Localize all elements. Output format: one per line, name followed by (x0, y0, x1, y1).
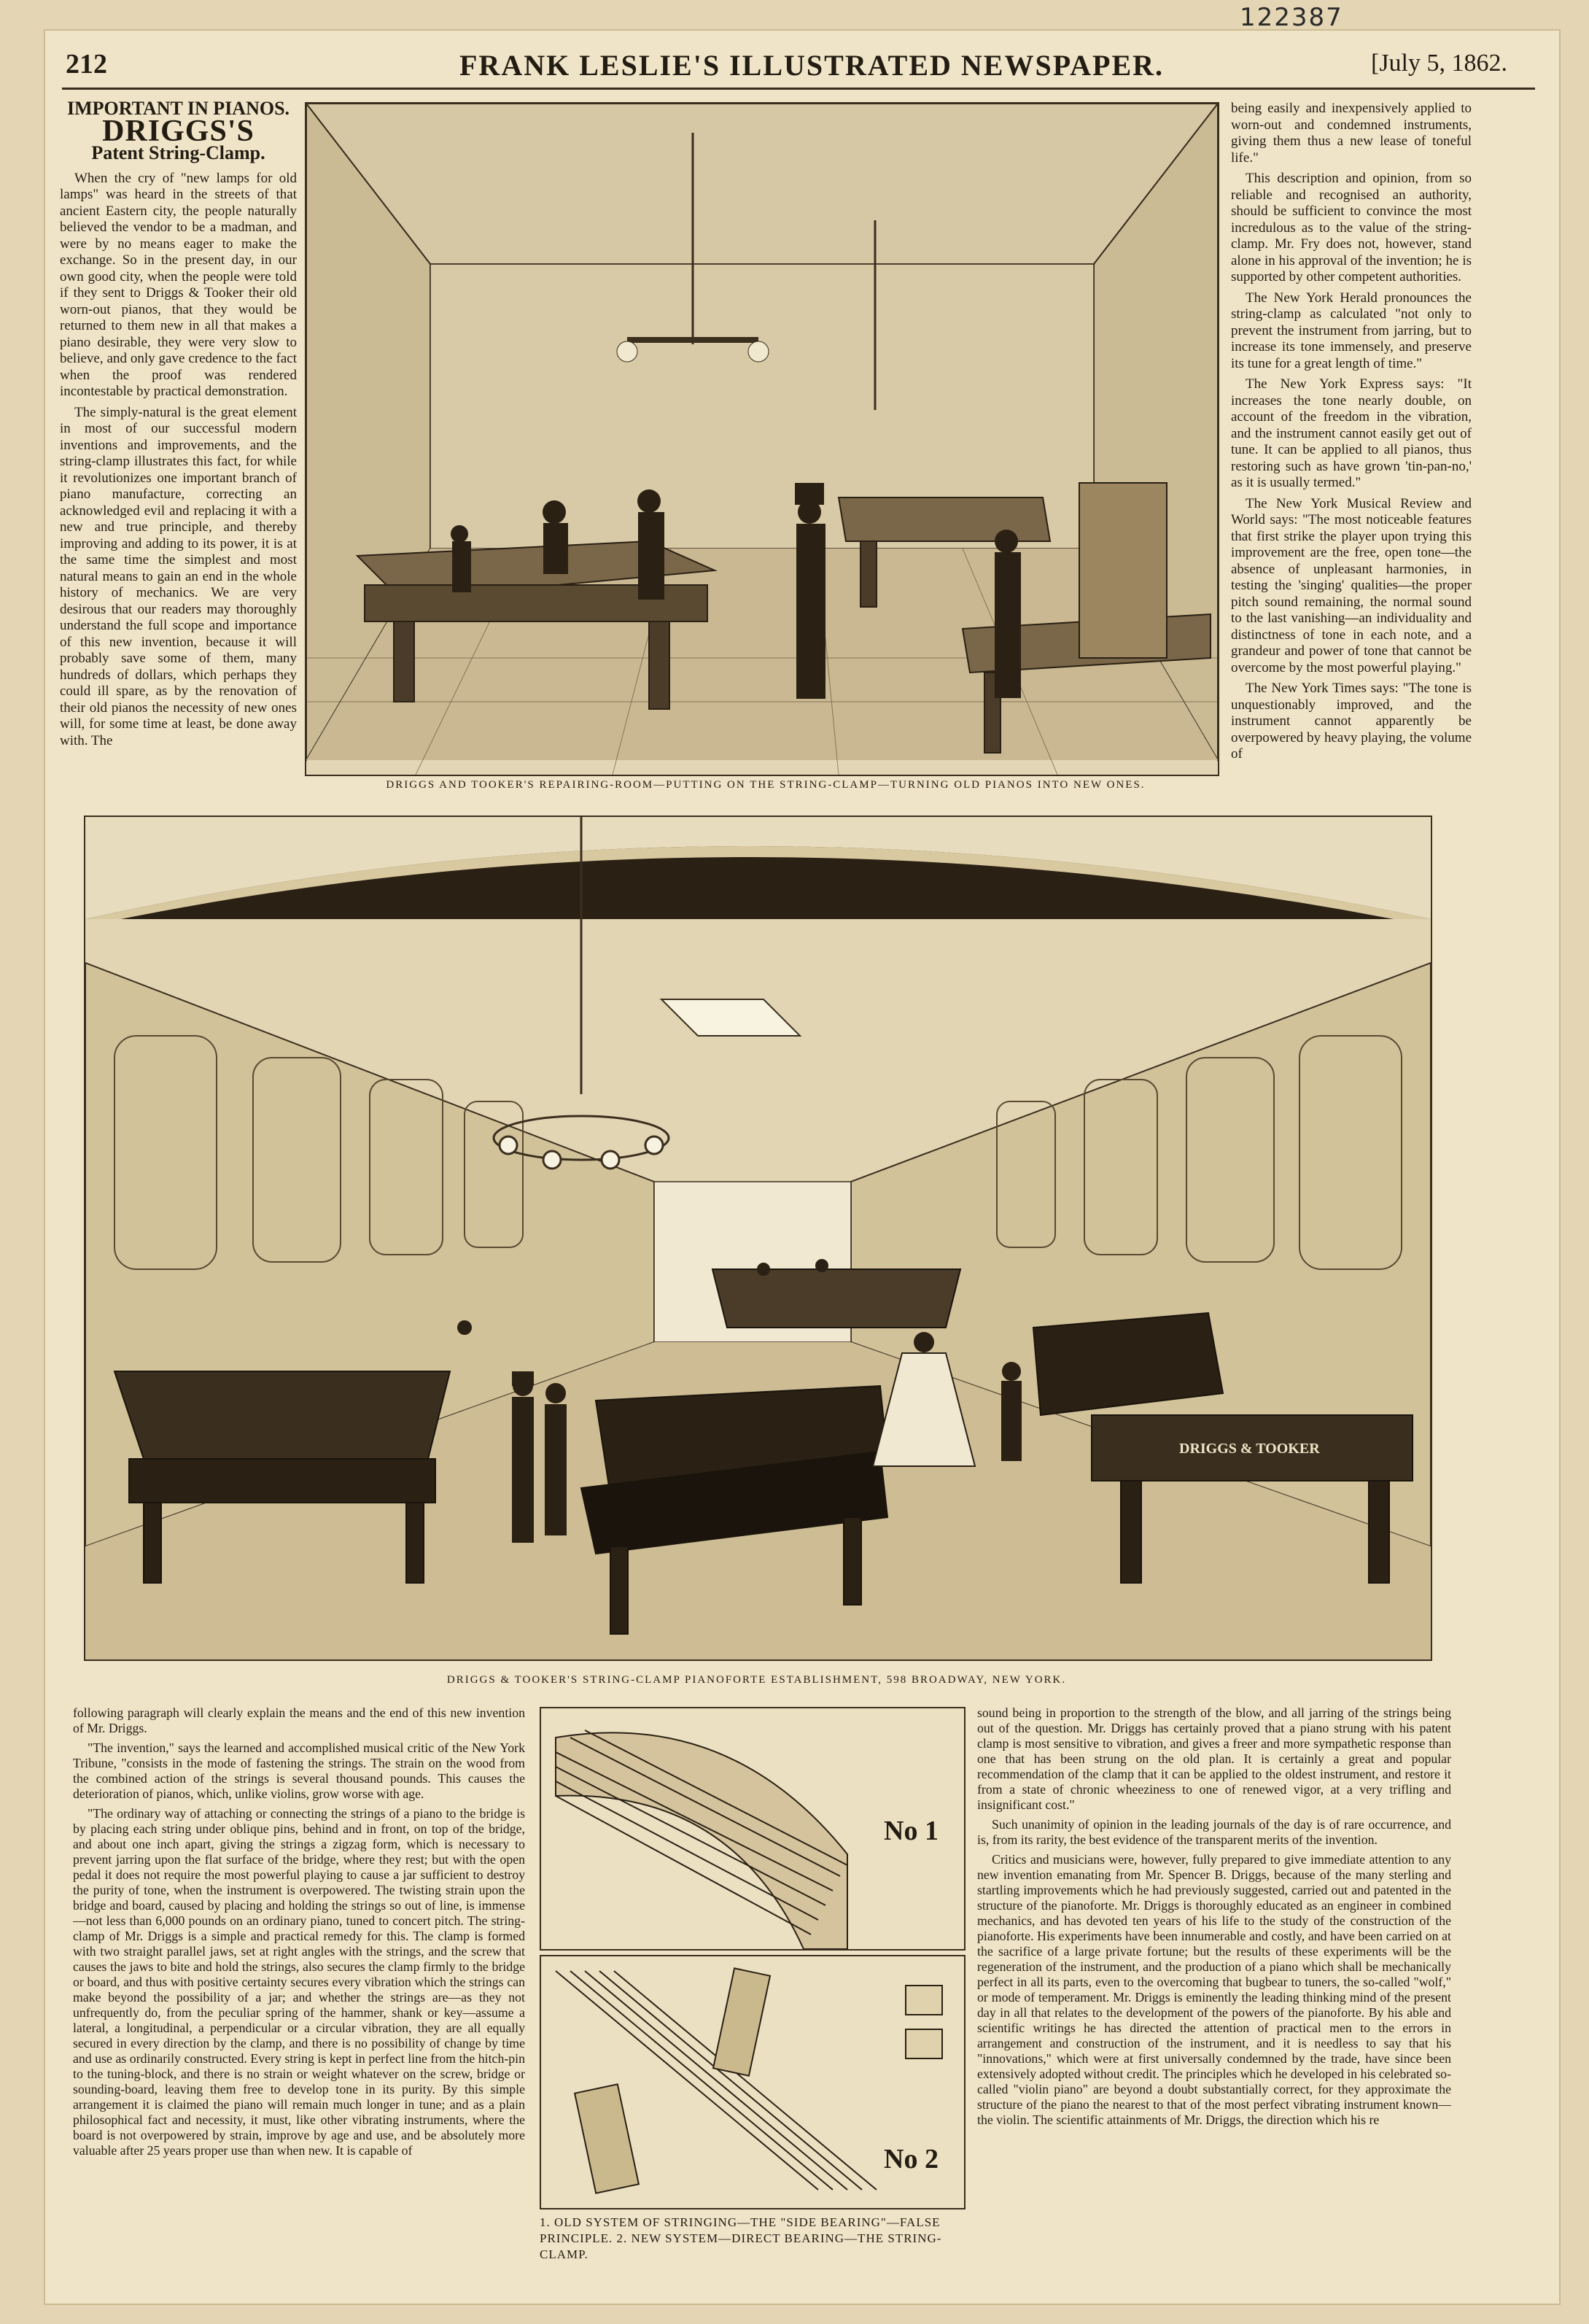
paragraph: This description and opinion, from so reliable and recognised an authority, should be sufficient to convince the most incredulous as to the value of the string-clamp. Mr. Fry does not, however, stand alone in his approval of the invention; he is supported by other competent authorities. (1231, 171, 1472, 284)
header-rule (62, 88, 1535, 90)
piano-lettering: DRIGGS & TOOKER (1179, 1441, 1320, 1457)
paragraph: Such unanimity of opinion in the leading journals of the day is of rare occurrence, and is, from its rarity, the best evidence of the transparent merits of the invention. (977, 1817, 1451, 1847)
paragraph: following paragraph will clearly explain the means and the end of this new invention of Mr. Driggs. (73, 1705, 525, 1735)
caption-diagrams: 1. OLD SYSTEM OF STRINGING—THE "SIDE BEARING"—FALSE PRINCIPLE. 2. NEW SYSTEM—DIRECT BEARING—THE STRING-CLAMP. (540, 2215, 942, 2261)
engraving-showroom (84, 816, 1432, 1661)
article-bottom-right-column (977, 1705, 1451, 2296)
repairing-room-illustration (306, 104, 1218, 775)
article-bottom-left-column (73, 1705, 525, 2296)
article-left-column (60, 101, 297, 794)
handwritten-accession-number: 122387 (1240, 3, 1343, 32)
paragraph: When the cry of "new lamps for old lamps" was heard in the streets of that ancient Eastern city, the people naturally believed the vendor to be a madman, and were by no means eager to make the exchange. So in the present day, in our own good city, when the people were told if they sent to Driggs & Tooker their old worn-out pianos, that they would be returned to them new in all that makes a piano desirable, they were very slow to believe, and only gave credence to the fact when the proof was rendered incontestable by practical demonstration. (60, 170, 297, 399)
paragraph: The New York Times says: "The tone is unquestionably improved, and the instrument cannot apparently be overpowered by heavy playing, the volume of (1231, 681, 1472, 762)
newspaper-title: FRANK LESLIE'S ILLUSTRATED NEWSPAPER. (459, 49, 1165, 82)
paragraph: The simply-natural is the great element in most of our successful modern inventions and improvements, and the string-clamp illustrates this fact, for while it revolutionizes one important branch of piano manufacture, correcting an acknowledged evil and replacing it with a new and true principle, and thereby improving and adding to its power, it is at the same time the simplest and most natural means to gain an end in the whole history of mechanics. We are very desirous that our readers may thoroughly understand the full scope and importance of this new invention, because it will probably save some of them, many hundreds of dollars, which perhaps they could ill spare, as by the renovation of their old pianos the necessity of new ones will, for some time at least, be done away with. The (60, 404, 297, 748)
paragraph: sound being in proportion to the strength of the blow, and all jarring of the strings being out of the question. Mr. Driggs has certainly proved that a piano strung with his patent clamp is most sensitive to vibration, and gives a freer and more sympathetic response than one that has been strung on the old plan. It is certainly a great and popular recommendation of the clamp that it can be applied to the oldest instrument, and restore it from a state of chronic wheeziness to one of renewed vigor, at a very trifling and insignificant cost." (977, 1705, 1451, 1812)
diagram-label-2: No 2 (884, 2144, 939, 2174)
diagram-old-system (540, 1707, 966, 1951)
headline-patent: Patent String-Clamp. (91, 142, 265, 163)
caption-showroom: DRIGGS & TOOKER'S STRING-CLAMP PIANOFORTE ESTABLISHMENT, 598 BROADWAY, NEW YORK. (446, 1674, 1067, 1686)
headline-important: IMPORTANT IN PIANOS. (66, 101, 290, 119)
paragraph: "The ordinary way of attaching or connecting the strings of a piano to the bridge is by placing each string under oblique pins, behind and in front, on top of the bridge, and about one inch apart, giving the strings a zigzag form, which is necessary to prevent jarring upon the flat surface of the bridge, where they rest; but with the open pedal it does not require the most powerful playing to cause a jar sufficient to destroy the purity of tone, when the instrument is overpowered. The twisting strain upon the bridge and board, caused by placing and holding the strings so out of line, is immense—not less than 6,000 pounds on an ordinary piano, tuned to concert pitch. The string-clamp of Mr. Driggs is a simple and practical remedy for this. The clamp is formed with two straight parallel jaws, set at right angles with the strings, and the screw that causes the jaws to bite and hold the strings, also secures the clamp firmly to the bridge or board, and thus with positive certainty secures every vibration which the strings can make beyond the possibility of a jar; and whether the strings are—as they not unfrequently do, from the peculiar spring of the hammer, shank or key—assume a lateral, a longitudinal, a perpendicular or a circular vibration, they are all equally secured in every direction by the clamp, and there is no possibility of change by time and use as ordinarily constructed. Every string is kept in perfect line from the hitch-pin to the tuning-block, and there is no strain or weight whatever on the screw, bridge or sounding-board, leaving them free to develop tone in its purity. By this simple arrangement it is claimed the piano will remain much longer in tune; and as a plain philosophical fact and necessity, it must, like other vibrating instruments, where the board is not overpowered by strain, improve by age and use, and be absolutely more valuable after 25 years proper use than when new. It is capable of (73, 1806, 525, 2158)
paragraph: The New York Musical Review and World says: "The most noticeable features that first strike the player upon trying this improvement are the free, open tone—the absence of unpleasant harmonies, in testing the 'singing' qualities—the proper pitch sound remaining, the normal sound to the last vanishing—an individuality and distinctness of tone in each note, and a grandeur and power of tone that cannot be overcome by the most powerful playing." (1231, 495, 1472, 675)
showroom-illustration (85, 817, 1431, 1659)
headline-driggs: DRIGGS'S (102, 114, 255, 148)
issue-date: [July 5, 1862. (1371, 50, 1507, 77)
paragraph: The New York Herald pronounces the string-clamp as calculated "not only to prevent the instrument from jarring, but to increase its tone immensely, and preserve its tune for a great length of time." (1231, 290, 1472, 371)
paragraph: being easily and inexpensively applied to worn-out and condemned instruments, giving them thus a new lease of toneful life." (1231, 101, 1472, 166)
caption-repairing-room: DRIGGS AND TOOKER'S REPAIRING-ROOM—PUTTING ON THE STRING-CLAMP—TURNING OLD PIANOS INTO NEW ONES. (386, 779, 1146, 791)
diagram-label-1: No 1 (884, 1816, 939, 1846)
paragraph: The New York Express says: "It increases the tone nearly double, on account of the freedom in the vibration, and the instrument cannot easily get out of tune. It can be applied to all pianos, thus restoring such as have grown 'tin-pan-no,' as it is usually termed." (1231, 376, 1472, 490)
paragraph: Critics and musicians were, however, fully prepared to give immediate attention to any new invention emanating from Mr. Spencer B. Driggs, because of the many sterling and startling improvements which he had previously suggested, carried out and patented in the structure of the pianoforte. Mr. Driggs is thoroughly educated as an engineer in combined mechanics, and has devoted ten years of his life to the study of the construction of the pianoforte. His experiments have been innumerable and costly, and have been carried on at the sacrifice of a large private fortune; but the results of these experiments will be the regeneration of the instrument, and the production of a piano which shall be mechanically perfect in all its parts, even to the overcoming that bugbear to tuners, the so-called "wolf," or mode of temperament. Mr. Driggs is eminently the leading thinking mind of the present day in all that relates to the development of the powers of the pianoforte. By his able and scientific writings he has directed the attention of practical men to the errors in arrangement and construction of the instrument, and it is needless to say that his "innovations," which were at first universally condemned by the trade, have since been extensively adopted without credit. The principles which he developed in his celebrated so-called "violin piano" are beyond a doubt substantially correct, for they approximate the structure of the piano the nearest to that of the most perfect vibrating instrument known—the violin. The scientific attainments of Mr. Driggs, the direction which his re (977, 1852, 1451, 2127)
diagram-new-system (540, 1955, 966, 2209)
article-right-column (1231, 101, 1472, 790)
page-header (66, 41, 1531, 85)
engraving-repairing-room (305, 102, 1219, 776)
paragraph: "The invention," says the learned and accomplished musical critic of the New York Tribune, "consists in the mode of fastening the strings. The strain on the wood from the combined action of the strings is several thousand pounds. This causes the deterioration of pianos, which, unlike violins, grow worse with age. (73, 1740, 525, 1801)
page-number: 212 (66, 49, 107, 80)
